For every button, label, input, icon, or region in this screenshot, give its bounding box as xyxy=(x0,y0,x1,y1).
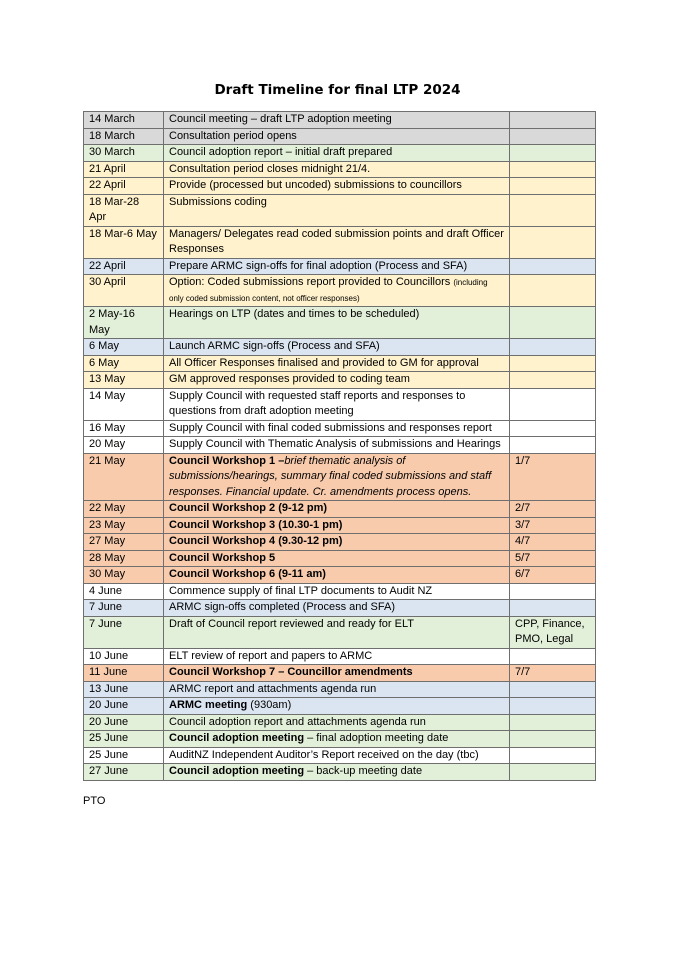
table-row xyxy=(84,145,596,162)
description-cell xyxy=(164,161,510,178)
note-cell xyxy=(510,145,596,162)
description-cell xyxy=(164,517,510,534)
table-row xyxy=(84,698,596,715)
description-cell xyxy=(164,616,510,648)
description-text: Provide (processed but uncoded) submissions to councillors xyxy=(169,179,462,191)
date-cell: 20 May xyxy=(84,437,164,454)
note-cell: 3/7 xyxy=(510,517,596,534)
note-cell xyxy=(510,698,596,715)
description-cell xyxy=(164,128,510,145)
note-cell: 2/7 xyxy=(510,501,596,518)
description-cell xyxy=(164,112,510,129)
note-cell xyxy=(510,339,596,356)
table-row xyxy=(84,550,596,567)
table-row xyxy=(84,731,596,748)
description-cell xyxy=(164,764,510,781)
description-text: Consultation period opens xyxy=(169,129,297,142)
table-row xyxy=(84,534,596,551)
date-cell: 22 May xyxy=(84,501,164,518)
date-cell: 30 April xyxy=(84,275,164,307)
date-cell: 27 June xyxy=(84,764,164,781)
description-cell xyxy=(164,339,510,356)
date-cell: 30 May xyxy=(84,567,164,584)
description-text: Council Workshop 7 – Councillor amendments xyxy=(169,666,413,678)
note-cell xyxy=(510,437,596,454)
table-row xyxy=(84,258,596,275)
page-title: Draft Timeline for final LTP 2024 xyxy=(214,82,461,98)
date-cell: 13 June xyxy=(84,681,164,698)
date-cell: 28 May xyxy=(84,550,164,567)
description-text: Managers/ Delegates read coded submission points and draft Officer Responses xyxy=(169,227,504,255)
timeline-body xyxy=(84,112,596,781)
description-cell xyxy=(164,567,510,584)
description-text: Prepare ARMC sign-offs for final adoption (Process and SFA) xyxy=(169,259,468,272)
table-row xyxy=(84,648,596,665)
date-cell: 13 May xyxy=(84,372,164,389)
description-text: GM approved responses provided to coding team xyxy=(169,373,410,385)
table-row xyxy=(84,355,596,372)
note-cell: 5/7 xyxy=(510,550,596,567)
date-cell: 23 May xyxy=(84,517,164,534)
date-cell: 14 March xyxy=(84,112,164,129)
description-text: Council Workshop 1 – xyxy=(169,454,285,467)
date-cell: 25 June xyxy=(84,747,164,764)
date-cell: 10 June xyxy=(84,648,164,665)
description-text: Council adoption meeting xyxy=(169,765,305,777)
note-cell xyxy=(510,112,596,129)
table-row xyxy=(84,112,596,129)
table-row xyxy=(84,681,596,698)
table-row xyxy=(84,437,596,454)
description-cell xyxy=(164,372,510,389)
description-cell xyxy=(164,145,510,162)
table-row xyxy=(84,420,596,437)
note-cell: 1/7 xyxy=(510,453,596,501)
description-cell xyxy=(164,275,510,307)
date-cell: 21 May xyxy=(84,453,164,501)
note-cell xyxy=(510,714,596,731)
date-cell: 18 Mar-28 Apr xyxy=(84,194,164,226)
description-cell xyxy=(164,453,510,501)
date-cell: 20 June xyxy=(84,714,164,731)
date-cell: 25 June xyxy=(84,731,164,748)
description-text: Council Workshop 5 xyxy=(169,551,276,564)
description-text: brief thematic analysis of submissions/hearings, summary final coded submissions and staff responses. Financial update. Cr. amendments process opens. xyxy=(169,454,492,498)
date-cell: 7 June xyxy=(84,616,164,648)
description-cell xyxy=(164,258,510,275)
date-cell: 6 May xyxy=(84,339,164,356)
description-cell xyxy=(164,665,510,682)
note-cell xyxy=(510,307,596,339)
note-cell xyxy=(510,161,596,178)
table-row xyxy=(84,517,596,534)
description-cell xyxy=(164,355,510,372)
note-cell: 6/7 xyxy=(510,567,596,584)
date-cell: 2 May-16 May xyxy=(84,307,164,339)
table-row xyxy=(84,339,596,356)
description-text: (930am) xyxy=(247,699,292,711)
note-cell xyxy=(510,372,596,389)
description-text: Option: Coded submissions report provided to Councillors xyxy=(169,276,454,288)
description-cell xyxy=(164,534,510,551)
note-cell xyxy=(510,388,596,420)
description-text: Council meeting – draft LTP adoption meeting xyxy=(169,113,392,125)
timeline-table xyxy=(83,111,596,781)
description-cell xyxy=(164,681,510,698)
note-cell xyxy=(510,226,596,258)
date-cell: 14 May xyxy=(84,388,164,420)
description-text: Supply Council with requested staff reports and responses to questions from draft adoption meeting xyxy=(169,389,466,417)
description-cell xyxy=(164,178,510,195)
description-cell xyxy=(164,194,510,226)
date-cell: 22 April xyxy=(84,178,164,195)
description-text: – final adoption meeting date xyxy=(304,732,449,744)
table-row xyxy=(84,501,596,518)
note-cell xyxy=(510,731,596,748)
note-cell xyxy=(510,747,596,764)
description-text: ARMC report and attachments agenda run xyxy=(169,682,377,695)
note-cell: 7/7 xyxy=(510,665,596,682)
description-cell xyxy=(164,747,510,764)
table-row xyxy=(84,453,596,501)
date-cell: 22 April xyxy=(84,258,164,275)
description-text: Council Workshop 4 (9.30-12 pm) xyxy=(169,535,343,547)
note-cell: CPP, Finance, PMO, Legal xyxy=(510,616,596,648)
date-cell: 20 June xyxy=(84,698,164,715)
note-cell xyxy=(510,178,596,195)
date-cell: 21 April xyxy=(84,161,164,178)
description-text: ARMC sign-offs completed (Process and SFA) xyxy=(169,601,395,613)
description-text: Council Workshop 6 (9-11 am) xyxy=(169,568,326,580)
table-row xyxy=(84,161,596,178)
description-cell xyxy=(164,501,510,518)
table-row xyxy=(84,307,596,339)
table-row xyxy=(84,665,596,682)
description-text: – back-up meeting date xyxy=(304,765,423,777)
note-cell xyxy=(510,600,596,617)
table-row xyxy=(84,226,596,258)
description-text: Council Workshop 3 (10.30-1 pm) xyxy=(169,518,343,531)
date-cell: 4 June xyxy=(84,583,164,600)
note-cell xyxy=(510,355,596,372)
description-text: Commence supply of final LTP documents to Audit NZ xyxy=(169,584,433,597)
note-cell xyxy=(510,258,596,275)
description-cell xyxy=(164,583,510,600)
note-cell xyxy=(510,275,596,307)
table-row xyxy=(84,128,596,145)
date-cell: 7 June xyxy=(84,600,164,617)
note-cell xyxy=(510,764,596,781)
date-cell: 27 May xyxy=(84,534,164,551)
note-cell xyxy=(510,194,596,226)
description-cell xyxy=(164,731,510,748)
description-cell xyxy=(164,420,510,437)
description-cell xyxy=(164,226,510,258)
table-row xyxy=(84,600,596,617)
description-text: Council adoption report – initial draft prepared xyxy=(169,146,393,158)
note-cell xyxy=(510,420,596,437)
description-text: All Officer Responses finalised and provided to GM for approval xyxy=(169,356,479,369)
description-text: (including only coded submission content, not officer responses) xyxy=(169,278,488,303)
table-row xyxy=(84,275,596,307)
description-cell xyxy=(164,307,510,339)
description-text: Launch ARMC sign-offs (Process and SFA) xyxy=(169,340,380,352)
table-row xyxy=(84,616,596,648)
description-cell xyxy=(164,437,510,454)
description-cell xyxy=(164,388,510,420)
description-text: AuditNZ Independent Auditor’s Report received on the day (tbc) xyxy=(169,748,479,761)
description-text: Supply Council with Thematic Analysis of submissions and Hearings xyxy=(169,438,501,450)
description-text: Hearings on LTP (dates and times to be scheduled) xyxy=(169,308,420,320)
description-text: Draft of Council report reviewed and ready for ELT xyxy=(169,617,414,630)
description-text: Council adoption report and attachments agenda run xyxy=(169,715,426,728)
description-text: ELT review of report and papers to ARMC xyxy=(169,649,373,662)
table-row xyxy=(84,747,596,764)
date-cell: 18 March xyxy=(84,128,164,145)
table-row xyxy=(84,583,596,600)
description-text: Council adoption meeting xyxy=(169,732,305,744)
table-row xyxy=(84,388,596,420)
description-cell xyxy=(164,714,510,731)
table-row xyxy=(84,372,596,389)
date-cell: 6 May xyxy=(84,355,164,372)
note-cell xyxy=(510,648,596,665)
table-row xyxy=(84,764,596,781)
date-cell: 16 May xyxy=(84,420,164,437)
description-text: Supply Council with final coded submissions and responses report xyxy=(169,421,492,434)
description-text: Submissions coding xyxy=(169,195,267,208)
date-cell: 11 June xyxy=(84,665,164,682)
description-cell xyxy=(164,648,510,665)
note-cell: 4/7 xyxy=(510,534,596,551)
note-cell xyxy=(510,583,596,600)
date-cell: 18 Mar-6 May xyxy=(84,226,164,258)
description-cell xyxy=(164,698,510,715)
table-row xyxy=(84,714,596,731)
description-text: Council Workshop 2 (9-12 pm) xyxy=(169,502,328,514)
table-row xyxy=(84,178,596,195)
description-text: Consultation period closes midnight 21/4. xyxy=(169,162,371,175)
table-row xyxy=(84,567,596,584)
table-row xyxy=(84,194,596,226)
pto-note: PTO xyxy=(83,795,106,807)
note-cell xyxy=(510,128,596,145)
description-cell xyxy=(164,600,510,617)
description-text: ARMC meeting xyxy=(169,699,248,711)
note-cell xyxy=(510,681,596,698)
date-cell: 30 March xyxy=(84,145,164,162)
description-cell xyxy=(164,550,510,567)
